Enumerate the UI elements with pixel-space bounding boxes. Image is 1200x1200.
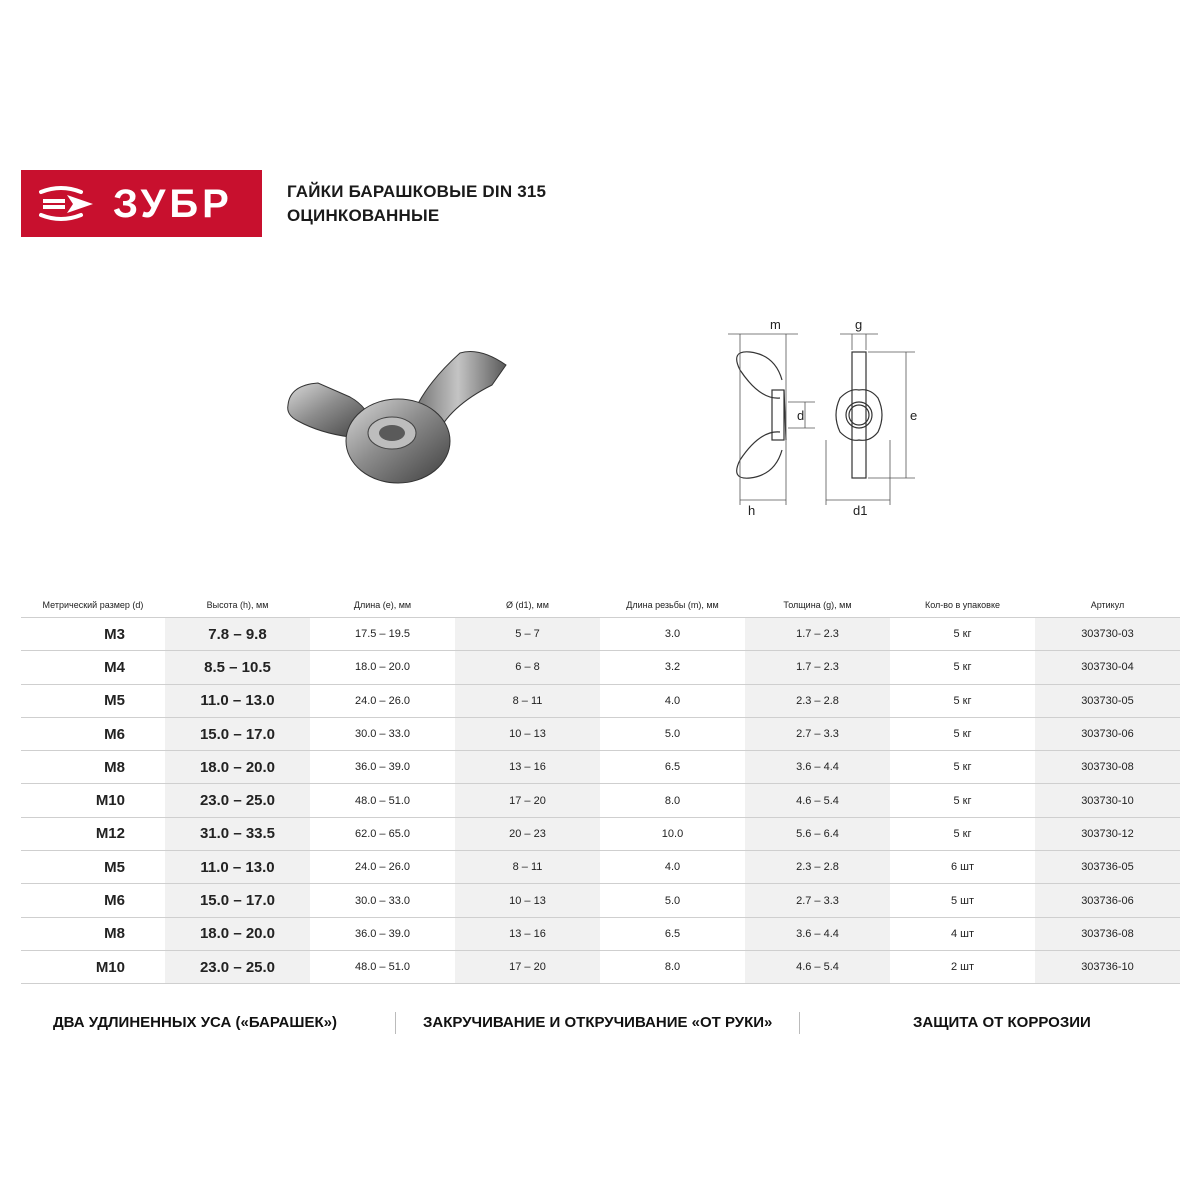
header-article: Артикул (1090, 600, 1125, 610)
cell-length: 18.0 – 20.0 (310, 651, 455, 684)
label-d1: d1 (853, 503, 868, 518)
page-title (287, 180, 546, 228)
header-size: Метрический размер (d) (42, 600, 144, 610)
cell-diameter: 13 – 16 (455, 751, 600, 784)
cell-thickness: 1.7 – 2.3 (745, 618, 890, 651)
cell-size: M10 (21, 784, 165, 817)
title-line-2: ОЦИНКОВАННЫЕ (287, 206, 440, 225)
feature-divider (799, 1012, 800, 1034)
cell-article: 303730-04 (1035, 651, 1180, 684)
table-row (21, 817, 1180, 850)
cell-height: 31.0 – 33.5 (165, 817, 310, 850)
feature-corrosion: ЗАЩИТА ОТ КОРРОЗИИ (913, 1014, 1091, 1031)
brand-name: ЗУБР (113, 182, 233, 226)
table-header-row (21, 593, 1180, 618)
table-row (21, 784, 1180, 817)
cell-pack-qty: 5 кг (890, 684, 1035, 717)
cell-pack-qty: 5 кг (890, 817, 1035, 850)
cell-length: 30.0 – 33.0 (310, 884, 455, 917)
cell-length: 36.0 – 39.0 (310, 751, 455, 784)
table-row (21, 917, 1180, 950)
cell-size: M6 (21, 717, 165, 750)
cell-height: 23.0 – 25.0 (165, 784, 310, 817)
cell-size: M5 (21, 684, 165, 717)
cell-height: 18.0 – 20.0 (165, 751, 310, 784)
cell-height: 8.5 – 10.5 (165, 651, 310, 684)
cell-article: 303730-08 (1035, 751, 1180, 784)
cell-height: 18.0 – 20.0 (165, 917, 310, 950)
cell-thickness: 2.7 – 3.3 (745, 717, 890, 750)
cell-article: 303730-03 (1035, 618, 1180, 651)
header-pack-qty: Кол-во в упаковке (924, 600, 1000, 610)
cell-size: M4 (21, 651, 165, 684)
header-length: Длина (e), мм (353, 600, 412, 610)
cell-pack-qty: 5 кг (890, 651, 1035, 684)
label-g: g (855, 317, 863, 332)
cell-thickness: 3.6 – 4.4 (745, 917, 890, 950)
cell-diameter: 13 – 16 (455, 917, 600, 950)
cell-size: M8 (21, 751, 165, 784)
cell-diameter: 20 – 23 (455, 817, 600, 850)
table-row (21, 851, 1180, 884)
cell-article: 303736-10 (1035, 950, 1180, 983)
cell-pack-qty: 5 кг (890, 751, 1035, 784)
cell-length: 24.0 – 26.0 (310, 684, 455, 717)
header-height: Высота (h), мм (206, 600, 269, 610)
cell-length: 30.0 – 33.0 (310, 717, 455, 750)
cell-height: 15.0 – 17.0 (165, 884, 310, 917)
cell-diameter: 8 – 11 (455, 851, 600, 884)
cell-thread-length: 4.0 (600, 851, 745, 884)
cell-thread-length: 6.5 (600, 917, 745, 950)
cell-length: 17.5 – 19.5 (310, 618, 455, 651)
feature-hand-tighten: ЗАКРУЧИВАНИЕ И ОТКРУЧИВАНИЕ «ОТ РУКИ» (423, 1014, 773, 1031)
cell-pack-qty: 5 шт (890, 884, 1035, 917)
features-bar (21, 1010, 1180, 1038)
cell-article: 303730-05 (1035, 684, 1180, 717)
cell-thread-length: 5.0 (600, 884, 745, 917)
cell-diameter: 10 – 13 (455, 884, 600, 917)
cell-size: M3 (21, 618, 165, 651)
cell-thickness: 2.7 – 3.3 (745, 884, 890, 917)
cell-thread-length: 3.2 (600, 651, 745, 684)
cell-article: 303736-05 (1035, 851, 1180, 884)
cell-pack-qty: 5 кг (890, 717, 1035, 750)
table-row (21, 684, 1180, 717)
cell-thickness: 2.3 – 2.8 (745, 684, 890, 717)
cell-size: M6 (21, 884, 165, 917)
table-row (21, 651, 1180, 684)
feature-divider (395, 1012, 396, 1034)
cell-height: 15.0 – 17.0 (165, 717, 310, 750)
cell-diameter: 17 – 20 (455, 950, 600, 983)
cell-article: 303736-06 (1035, 884, 1180, 917)
label-h: h (748, 503, 756, 518)
cell-pack-qty: 2 шт (890, 950, 1035, 983)
cell-size: M5 (21, 851, 165, 884)
cell-height: 11.0 – 13.0 (165, 684, 310, 717)
cell-length: 48.0 – 51.0 (310, 784, 455, 817)
cell-thread-length: 3.0 (600, 618, 745, 651)
cell-height: 7.8 – 9.8 (165, 618, 310, 651)
table-row (21, 618, 1180, 651)
cell-diameter: 17 – 20 (455, 784, 600, 817)
title-line-1: ГАЙКИ БАРАШКОВЫЕ DIN 315 (287, 182, 547, 201)
cell-diameter: 5 – 7 (455, 618, 600, 651)
table-row (21, 717, 1180, 750)
cell-thread-length: 8.0 (600, 950, 745, 983)
cell-pack-qty: 5 кг (890, 618, 1035, 651)
cell-article: 303730-12 (1035, 817, 1180, 850)
cell-diameter: 6 – 8 (455, 651, 600, 684)
cell-size: M8 (21, 917, 165, 950)
cell-height: 23.0 – 25.0 (165, 950, 310, 983)
cell-size: M10 (21, 950, 165, 983)
header-thickness: Толщина (g), мм (783, 600, 852, 610)
cell-article: 303730-10 (1035, 784, 1180, 817)
spec-table (21, 593, 1180, 984)
cell-diameter: 8 – 11 (455, 684, 600, 717)
cell-length: 48.0 – 51.0 (310, 950, 455, 983)
cell-length: 36.0 – 39.0 (310, 917, 455, 950)
cell-thread-length: 4.0 (600, 684, 745, 717)
label-e: e (910, 408, 918, 423)
cell-thickness: 4.6 – 5.4 (745, 950, 890, 983)
cell-length: 62.0 – 65.0 (310, 817, 455, 850)
label-d: d (797, 408, 805, 423)
cell-size: M12 (21, 817, 165, 850)
table-row (21, 751, 1180, 784)
cell-thread-length: 6.5 (600, 751, 745, 784)
cell-thickness: 5.6 – 6.4 (745, 817, 890, 850)
cell-diameter: 10 – 13 (455, 717, 600, 750)
dimension-diagram (700, 310, 960, 520)
cell-pack-qty: 4 шт (890, 917, 1035, 950)
header-thread-length: Длина резьбы (m), мм (626, 600, 719, 610)
wing-nut-photo (280, 345, 520, 495)
cell-pack-qty: 6 шт (890, 851, 1035, 884)
cell-thread-length: 8.0 (600, 784, 745, 817)
label-m: m (770, 317, 781, 332)
cell-thickness: 2.3 – 2.8 (745, 851, 890, 884)
cell-article: 303730-06 (1035, 717, 1180, 750)
cell-thread-length: 5.0 (600, 717, 745, 750)
table-row (21, 950, 1180, 983)
cell-length: 24.0 – 26.0 (310, 851, 455, 884)
cell-thread-length: 10.0 (600, 817, 745, 850)
cell-thickness: 3.6 – 4.4 (745, 751, 890, 784)
header-diameter: Ø (d1), мм (506, 600, 549, 610)
cell-thickness: 4.6 – 5.4 (745, 784, 890, 817)
cell-article: 303736-08 (1035, 917, 1180, 950)
table-row (21, 884, 1180, 917)
cell-thickness: 1.7 – 2.3 (745, 651, 890, 684)
brand-logo (21, 170, 262, 237)
cell-pack-qty: 5 кг (890, 784, 1035, 817)
cell-height: 11.0 – 13.0 (165, 851, 310, 884)
feature-wings: ДВА УДЛИНЕННЫХ УСА («БАРАШЕК») (53, 1014, 337, 1031)
